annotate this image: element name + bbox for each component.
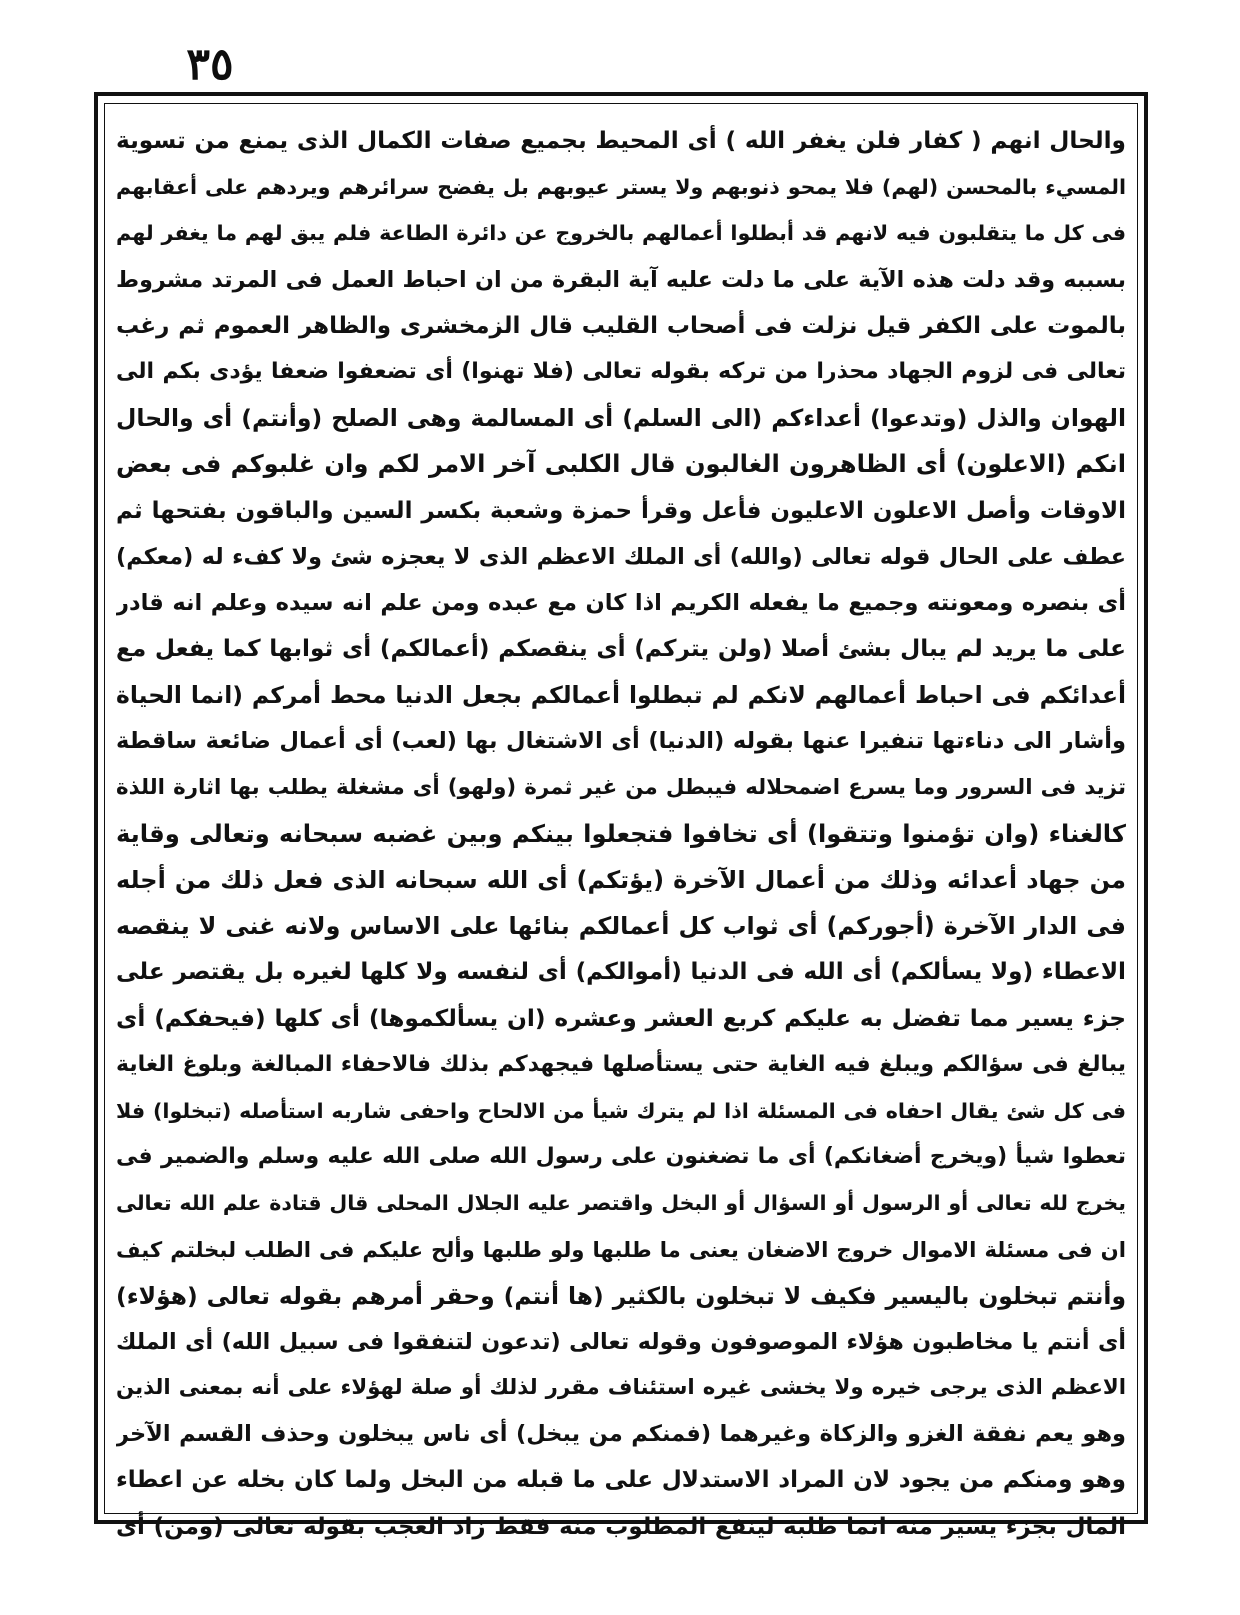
text-line: فى الدار الآخرة (أجوركم) أى ثواب كل أعمالكم بنائها على الاساس ولانه غنى لا ينقصه xyxy=(116,912,1126,941)
text-line: كالغناء (وان تؤمنوا وتتقوا) أى تخافوا فتجعلوا بينكم وبين غضبه سبحانه وتعالى وقاية xyxy=(116,819,1126,848)
text-line: أى أنتم يا مخاطبون هؤلاء الموصوفون وقوله تعالى (تدعون لتنفقوا فى سبيل الله) أى الملك xyxy=(116,1328,1126,1355)
page-number: ٣٥ xyxy=(186,39,234,90)
text-line: فى كل شئ يقال احفاه فى المسئلة اذا لم يترك شيأ من الالحاح واحفى شاربه استأصله (تبخلوا) فلا xyxy=(116,1098,1126,1123)
text-line: يبالغ فى سؤالكم ويبلغ فيه الغاية حتى يستأصلها فيجهدكم بذلك فالاحفاء المبالغة وبلوغ الغاية xyxy=(116,1051,1126,1077)
main-text-body xyxy=(116,118,1126,1550)
text-line: ان فى مسئلة الاموال خروج الاضغان يعنى ما طلبها ولو طلبها وألح عليكم فى الطلب لبخلتم كيف xyxy=(116,1236,1126,1262)
text-line: فى كل ما يتقلبون فيه لانهم قد أبطلوا أعمالهم بالخروج عن دائرة الطاعة فلم يبق لهم ما يغفر لهم xyxy=(116,221,1126,246)
text-line: المال بجزء يسير منه انما طلبه لينفع المطلوب منه فقط زاد العجب بقوله تعالى (ومن) أى xyxy=(116,1513,1126,1540)
text-line: أى بنصره ومعونته وجميع ما يفعله الكريم اذا كان مع عبده ومن علم انه سيده وعلم انه قادر xyxy=(116,589,1126,616)
text-line: انكم (الاعلون) أى الظاهرون الغالبون قال الكلبى آخر الامر لكم وان غلبوكم فى بعض xyxy=(116,450,1126,479)
text-line: الاعطاء (ولا يسألكم) أى الله فى الدنيا (أموالكم) أى لنفسه ولا كلها لغيره بل يقتصر على xyxy=(116,959,1126,986)
text-line: تعطوا شيأ (ويخرج أضغانكم) أى ما تضغنون على رسول الله صلى الله عليه وسلم والضمير فى xyxy=(116,1144,1126,1170)
text-line: تزيد فى السرور وما يسرع اضمحلاله فيبطل من غير ثمرة (ولهو) أى مشغلة يطلب بها اثارة اللذة xyxy=(116,774,1126,800)
text-line: الاوقات وأصل الاعلون الاعليون فأعل وقرأ حمزة وشعبة بكسر السين والباقون بفتحها ثم xyxy=(116,497,1126,524)
text-line: الاعظم الذى يرجى خيره ولا يخشى غيره استئناف مقرر لذلك أو صلة لهؤلاء على أنه بمعنى الذين xyxy=(116,1375,1126,1401)
text-line: الهوان والذل (وتدعوا) أعداءكم (الى السلم) أى المسالمة وهى الصلح (وأنتم) أى والحال xyxy=(116,404,1126,433)
text-line: وأشار الى دناءتها تنفيرا عنها بقوله (الدنيا) أى الاشتغال بها (لعب) أى أعمال ضائعة ساقطة xyxy=(116,728,1126,755)
text-line: يخرج لله تعالى أو الرسول أو السؤال أو البخل واقتصر عليه الجلال المحلى قال قتادة علم الله تعالى xyxy=(116,1191,1126,1216)
text-line: بسببه وقد دلت هذه الآية على ما دلت عليه آية البقرة من ان احباط العمل فى المرتد مشروط xyxy=(116,266,1126,293)
text-line: المسيء بالمحسن (لهم) فلا يمحو ذنوبهم ولا يستر عيوبهم بل يفضح سرائرهم ويردهم على أعقابهم xyxy=(116,175,1126,200)
text-line: بالموت على الكفر قيل نزلت فى أصحاب القليب قال الزمخشرى والظاهر العموم ثم رغب xyxy=(116,312,1126,339)
text-line: وهو ومنكم من يجود لان المراد الاستدلال على ما قبله من البخل ولما كان بخله عن اعطاء xyxy=(116,1467,1126,1494)
text-line: عطف على الحال قوله تعالى (والله) أى الملك الاعظم الذى لا يعجزه شئ ولا كفء له (معكم) xyxy=(116,543,1126,570)
text-line: تعالى فى لزوم الجهاد محذرا من تركه بقوله تعالى (فلا تهنوا) أى تضعفوا ضعفا يؤدى بكم الى xyxy=(116,358,1126,384)
text-line: أعدائكم فى احباط أعمالهم لانكم لم تبطلوا أعمالكم بجعل الدنيا محط أمركم (انما الحياة xyxy=(116,681,1126,710)
text-line: على ما يريد لم يبال بشئ أصلا (ولن يتركم) أى ينقصكم (أعمالكم) أى ثوابها كما يفعل مع xyxy=(116,635,1126,663)
text-line: جزء يسير مما تفضل به عليكم كربع العشر وعشره (ان يسألكموها) أى كلها (فيحفكم) أى xyxy=(116,1004,1126,1032)
text-line: والحال انهم ( كفار فلن يغفر الله ) أى المحيط بجميع صفات الكمال الذى يمنع من تسوية xyxy=(116,127,1126,154)
text-line: من جهاد أعدائه وذلك من أعمال الآخرة (يؤتكم) أى الله سبحانه الذى فعل ذلك من أجله xyxy=(116,866,1126,894)
text-line: وهو يعم نفقة الغزو والزكاة وغيرهما (فمنكم من يبخل) أى ناس يبخلون وحذف القسم الآخر xyxy=(116,1421,1126,1448)
text-line: وأنتم تبخلون باليسير فكيف لا تبخلون بالكثير (ها أنتم) وحقر أمرهم بقوله تعالى (هؤلاء) xyxy=(116,1281,1126,1310)
